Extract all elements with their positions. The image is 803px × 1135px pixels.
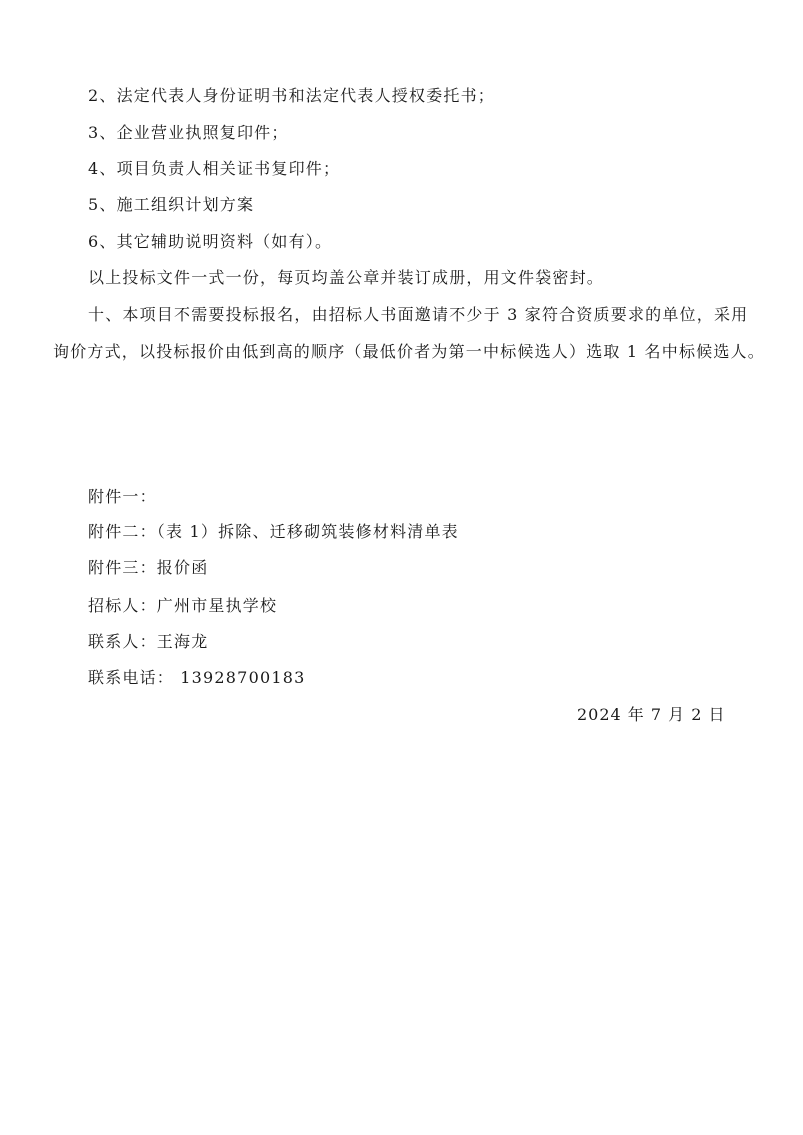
binding-note: 以上投标文件一式一份，每页均盖公章并装订成册，用文件袋密封。 [88,268,605,287]
attachment-item: 附件三：报价函 [88,558,209,577]
attachment-item: 附件一： [88,487,157,506]
contact-person-line: 联系人：王海龙 [88,632,209,651]
tenderer-line: 招标人：广州市星执学校 [88,596,278,615]
document-date: 2024 年 7 月 2 日 [577,705,726,724]
contact-phone-line: 联系电话： 13928700183 [88,668,306,687]
attachment-item: 附件二：（表 1）拆除、迁移砌筑装修材料清单表 [88,522,459,541]
section-ten-paragraph: 十、本项目不需要投标报名，由招标人书面邀请不少于 3 家符合资质要求的单位，采用询价方式，以投标报价由低到高的顺序（最低价者为第一中标候选人）选取 1 名中标候选人。 [53,305,765,361]
requirement-item: 3、企业营业执照复印件； [88,123,289,142]
requirement-item: 6、其它辅助说明资料（如有）。 [88,232,333,251]
requirement-item: 4、项目负责人相关证书复印件； [88,159,341,178]
requirement-item: 5、施工组织计划方案 [88,195,255,214]
requirement-item: 2、法定代表人身份证明书和法定代表人授权委托书； [88,86,495,105]
